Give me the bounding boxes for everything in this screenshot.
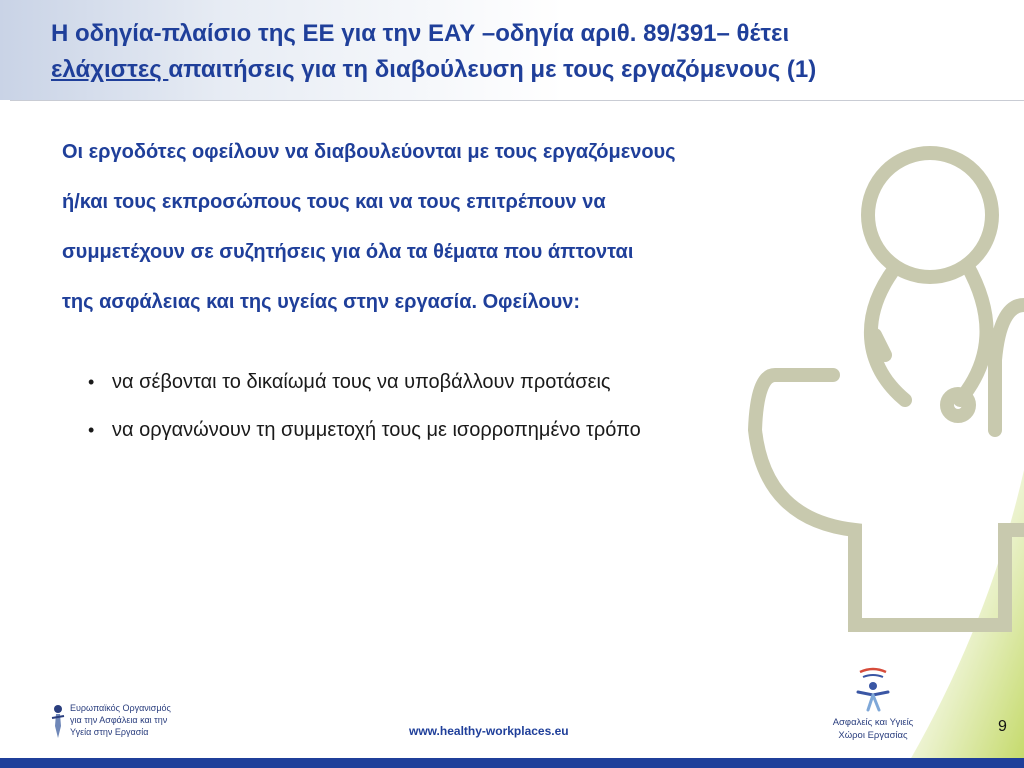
intro-line: συμμετέχουν σε συζητήσεις για όλα τα θέματα που άπτονται [62,241,634,263]
bullet-list [88,358,848,454]
website-url-link[interactable]: www.healthy-workplaces.eu [409,724,569,738]
bullet-item [88,406,848,454]
bullet-icon: • [88,419,95,440]
bullet-text: να σέβονται το δικαίωμά τους να υποβάλλουν προτάσεις [112,370,611,393]
title-line-2: απαιτήσεις για τη διαβούλευση με τους εργαζόμενους (1) [168,56,817,83]
bullet-text: να οργανώνουν τη συμμετοχή τους με ισορροπημένο τρόπο [112,418,641,441]
agency-name [70,702,190,738]
page-number: 9 [998,718,1007,735]
agency-name-line: για την Ασφάλεια και την [70,715,168,725]
bullet-icon: • [88,371,95,392]
agency-name-line: Υγεία στην Εργασία [70,727,149,737]
agency-logo [50,702,190,746]
campaign-name [830,716,916,742]
campaign-name-line: Ασφαλείς και Υγιείς [832,717,914,728]
slide-title [51,16,991,88]
bottom-bar [0,758,1024,768]
intro-line: Οι εργοδότες οφείλουν να διαβουλεύονται με τους εργαζόμενους [62,141,676,163]
title-line-1: Η οδηγία-πλαίσιο της ΕΕ για την ΕΑΥ –οδηγία αριθ. 89/391– θέτει [51,20,790,47]
agency-logo-icon [50,704,66,740]
intro-paragraph [62,127,862,327]
title-emphasis: ελάχιστες [51,56,169,83]
agency-name-line: Ευρωπαϊκός Οργανισμός [70,703,171,713]
intro-line: ή/και τους εκπροσώπους τους και να τους επιτρέπουν να [62,191,606,213]
campaign-logo [830,664,916,744]
bullet-item [88,358,848,406]
campaign-logo-icon [830,664,916,714]
intro-line: της ασφάλειας και της υγείας στην εργασία. Οφείλουν: [62,291,581,313]
campaign-name-line: Χώροι Εργασίας [838,730,908,741]
